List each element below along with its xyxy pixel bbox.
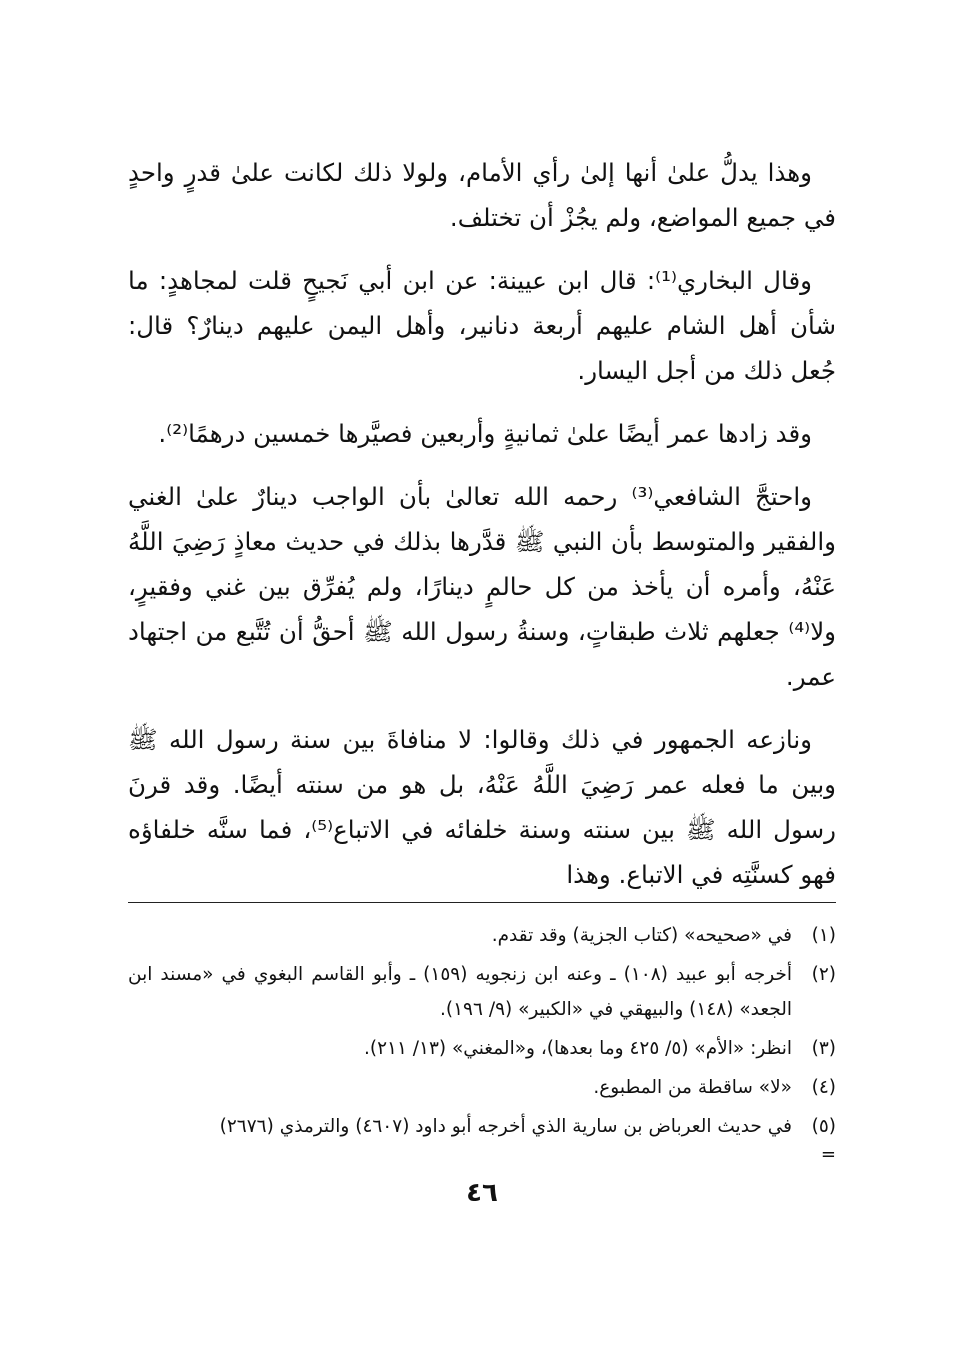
footnote-number: (١): [811, 925, 836, 946]
footnote-number: (٤): [811, 1077, 836, 1098]
paragraph-1: وهذا يدلُّ علىٰ أنها إلىٰ رأي الأمام، ولولا ذلك لكانت علىٰ قدرٍ واحدٍ في جميع المواضع، ولم يجُزْ أن تختلف.: [128, 158, 836, 232]
footnote-5: [128, 1109, 836, 1144]
footnote-2: [128, 957, 836, 1027]
footnote-text: أخرجه أبو عبيد (١٠٨) ـ وعنه ابن زنجويه (١٥٩) ـ وأبو القاسم البغوي في «مسند ابن الجعد» (١٤٨) والبيهقي في «الكبير» (٩/ ١٩٦).: [128, 964, 792, 1020]
footnote-text: في حديث العرباض بن سارية الذي أخرجه أبو داود (٤٦٠٧) والترمذي (٢٦٧٦): [219, 1116, 792, 1137]
footnote-1: [128, 918, 836, 953]
footnote-4: [128, 1070, 836, 1105]
main-text: [128, 150, 836, 915]
footnote-divider: [128, 902, 836, 903]
footnote-text: «لا» ساقطة من المطبوع.: [593, 1077, 792, 1098]
footnote-text: في «صحيحه» (كتاب الجزية) وقد تقدم.: [491, 925, 792, 946]
paragraph-4: واحتجَّ الشافعي⁽³⁾ رحمه الله تعالىٰ بأن الواجب دينارٌ علىٰ الغني والفقير والمتوسط بأن النبي ﷺ قدَّرها بذلك في حديث معاذٍ رَضِيَ اللَّهُ عَنْهُ، وأمره أن يأخذ من كل حالمٍ دينارًا، ولم يُفرِّق بين غني وفقيرٍ، ولا⁽⁴⁾ جعلهم ثلاث طبقاتٍ، وسنةُ رسول الله ﷺ أحقُّ أن تُتَّبع من اجتهاد عمر.: [128, 482, 836, 691]
continuation-mark: =: [820, 1144, 836, 1165]
footnote-number: (٥): [811, 1116, 836, 1137]
paragraph-3: وقد زادها عمر أيضًا علىٰ ثمانيةٍ وأربعين فصيَّرها خمسين درهمًا⁽²⁾.: [158, 419, 812, 448]
page-number: ٤٦: [466, 1178, 498, 1208]
paragraph-2: وقال البخاري⁽¹⁾: قال ابن عيينة: عن ابن أبي نَجيحٍ قلت لمجاهدٍ: ما شأن أهل الشام عليهم أربعة دنانير، وأهل اليمن عليهم دينارٌ؟ قال: جُعل ذلك من أجل اليسار.: [128, 266, 836, 385]
footnote-3: [128, 1031, 836, 1066]
footnotes: [128, 918, 836, 1165]
paragraph-5: ونازعه الجمهور في ذلك وقالوا: لا منافاةَ بين سنة رسول الله ﷺ وبين ما فعله عمر رَضِيَ اللَّهُ عَنْهُ، بل هو من سنته أيضًا. وقد قرنَ رسول الله ﷺ بين سنته وسنة خلفائه في الاتباع⁽⁵⁾، فما سنَّه خلفاؤه فهو كسنَّتِه في الاتباع. وهذا: [128, 725, 836, 889]
footnote-text: انظر: «الأم» (٥/ ٤٢٥ وما بعدها)، و«المغني» (١٣/ ٢١١).: [363, 1038, 792, 1059]
footnote-number: (٢): [811, 964, 836, 985]
footnote-number: (٣): [811, 1038, 836, 1059]
